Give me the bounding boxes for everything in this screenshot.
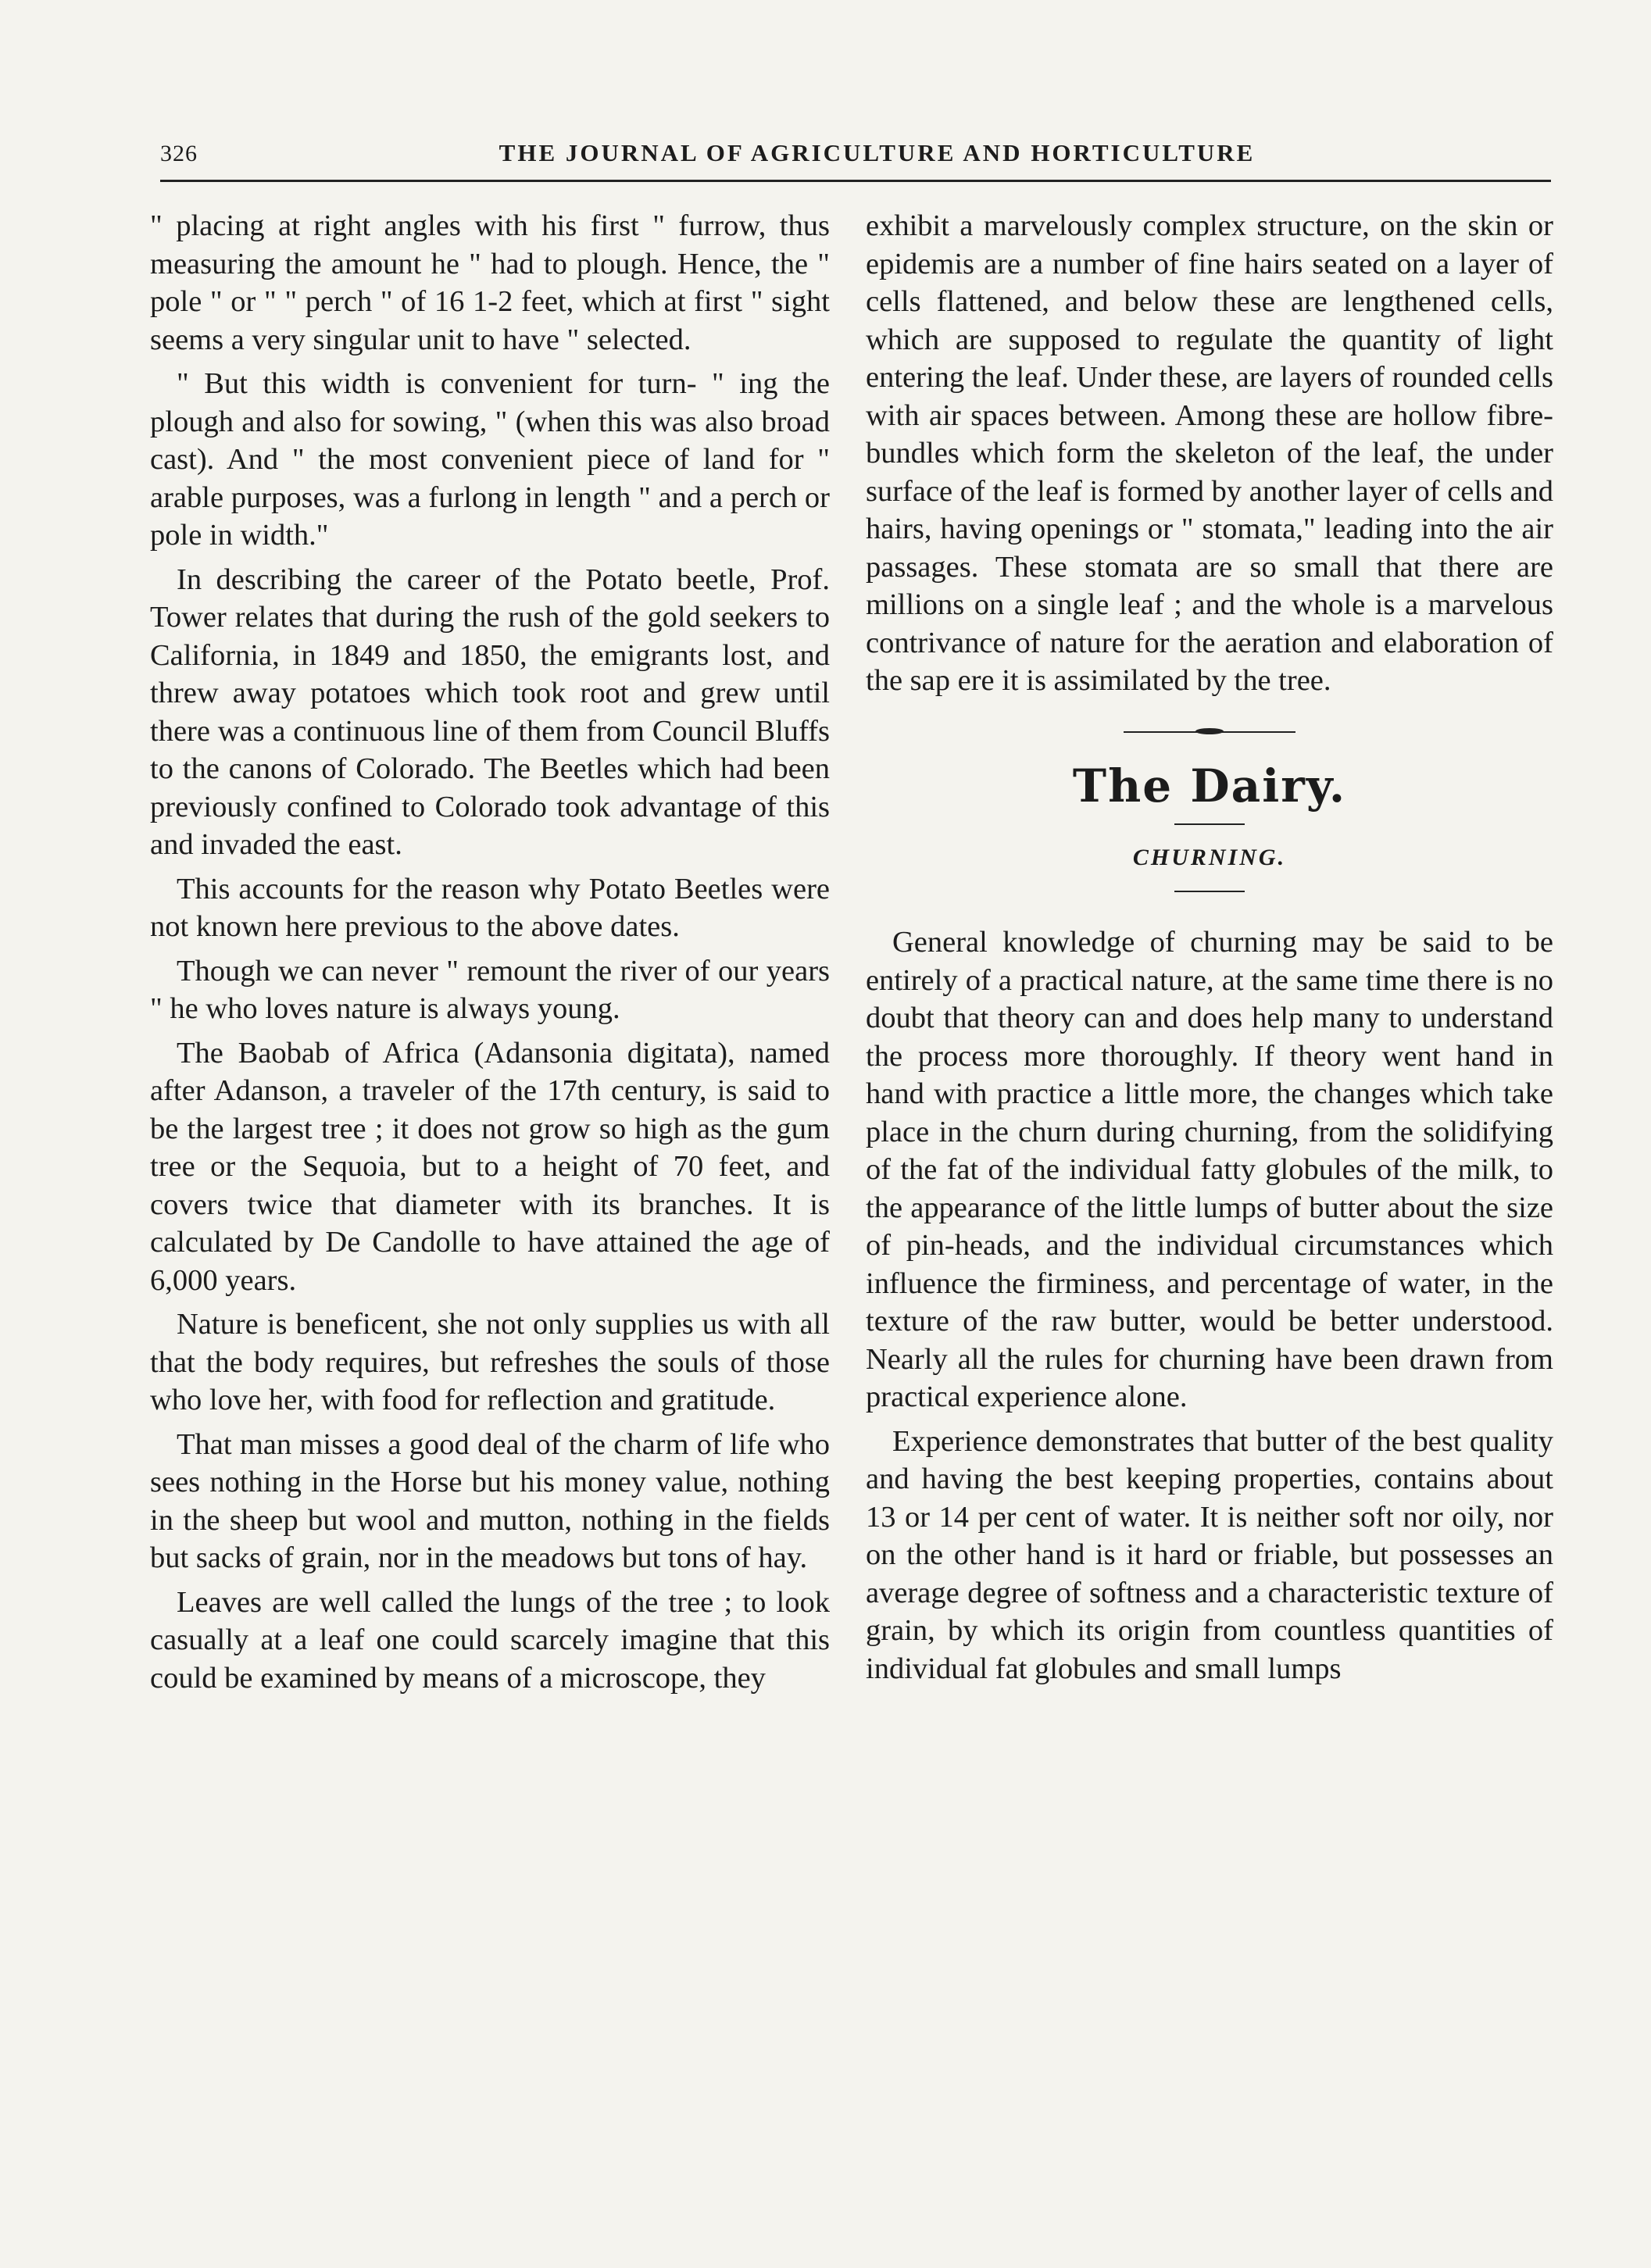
- paragraph: Experience demonstrates that butter of the best quality and having the best keeping properties, contains about 13 or 14 per cent of water. It is neither soft nor oily, nor on the other hand is it hard or friable, but possesses an average degree of softness and a characteristic texture of grain, by which its origin from countless quantities of individual fat globules and small lumps: [866, 1424, 1553, 1685]
- ornamental-rule: [1124, 731, 1295, 733]
- header-rule: [160, 180, 1551, 182]
- paragraph: Leaves are well called the lungs of the tree ; to look casually at a leaf one could scarcely imagine that this could be examined by means of a microscope, they: [150, 1585, 830, 1695]
- continued-paragraph: exhibit a marvelously complex structure, on the skin or epidemis are a number of fine hairs seated on a layer of cells flattened, and below these are lengthened cells, which are supposed to regulate the quantity of light entering the leaf. Under these, are layers of rounded cells with air spaces between. Among these are hollow fibre-bundles which form the skeleton of the leaf, the under surface of the leaf is formed by another layer of cells and hairs, having openings or " stomata," leading into the air passages. These stomata are so small that there are millions on a single leaf ; and the whole is a marvelous contrivance of nature for the aeration and elaboration of the sap ere it is assimilated by the tree.: [866, 209, 1553, 697]
- left-column: [150, 207, 830, 1703]
- journal-title: THE JOURNAL OF AGRICULTURE AND HORTICULTURE: [499, 139, 1256, 166]
- paragraph: This accounts for the reason why Potato Beetles were not known here previous to the above dates.: [150, 872, 830, 943]
- page-number: 326: [160, 141, 198, 166]
- paragraph: " But this width is convenient for turn- " ing the plough and also for sowing, " (when this was also broad cast). And " the most convenient piece of land for " arable purposes, was a furlong in length " and a perch or pole in width.": [150, 367, 830, 552]
- running-head: [160, 134, 1547, 181]
- paragraph: General knowledge of churning may be said to be entirely of a practical nature, at the same time there is no doubt that theory can and does help many to understand the process more thoroughly. If theory went hand in hand with practice a little more, the changes which take place in the churn during churning, from the solidifying of the fat of the individual fatty globules of the milk, to the appearance of the little lumps of butter about the size of pin-heads, and the individual circumstances which influence the firminess, and percentage of water, in the texture of the raw butter, would be better understood. Nearly all the rules for churning have been drawn from practical experience alone.: [866, 926, 1553, 1413]
- paragraph: The Baobab of Africa (Adansonia digitata), named after Adanson, a traveler of the 17th century, is said to be the largest tree ; it does not grow so high as the gum tree or the Sequoia, but to a height of 70 feet, and covers twice that diameter with its branches. It is calculated by De Candolle to have attained the age of 6,000 years.: [150, 1036, 830, 1297]
- right-column: [866, 207, 1553, 1694]
- divider: [1174, 891, 1245, 892]
- section-subtitle: CHURNING.: [1132, 844, 1287, 870]
- paragraph: Though we can never " remount the river of our years " he who loves nature is always young.: [150, 954, 830, 1025]
- paragraph: That man misses a good deal of the charm of life who sees nothing in the Horse but his money value, nothing in the sheep but wool and mutton, nothing in the fields but sacks of grain, nor in the meadows but tons of hay.: [150, 1427, 830, 1574]
- paragraph: In describing the career of the Potato beetle, Prof. Tower relates that during the rush of the gold seekers to California, in 1849 and 1850, the emigrants lost, and threw away potatoes which took root and grew until there was a continuous line of them from Council Bluffs to the canons of Colorado. The Beetles which had been previously confined to Colorado took advantage of this and invaded the east.: [150, 563, 830, 861]
- paragraph: Nature is beneficent, she not only supplies us with all that the body requires, but refreshes the souls of those who love her, with food for reflection and gratitude.: [150, 1308, 830, 1416]
- paragraph: " placing at right angles with his first " furrow, thus measuring the amount he " had to plough. Hence, the " pole " or " " perch " of 16 1-2 feet, which at first " sight seems a very singular unit to have " selected.: [150, 209, 830, 356]
- section-title: The Dairy.: [1072, 759, 1347, 813]
- divider: [1174, 823, 1245, 825]
